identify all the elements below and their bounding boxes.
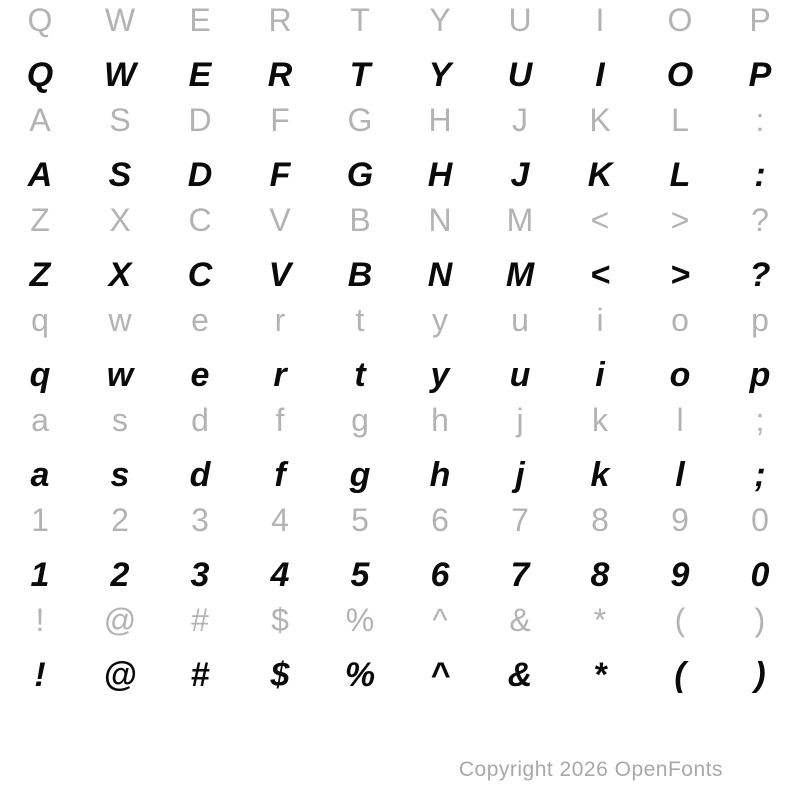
glyph-row-pair [0,100,800,200]
glyph-cell: X [108,256,132,294]
glyph-cell: A [27,156,53,194]
glyph-row-pair [0,400,800,500]
glyph-cell: % [345,602,375,638]
glyph-cell: K [587,156,613,194]
glyph-cell: @ [103,602,137,638]
glyph-row-pair [0,500,800,600]
glyph-cell: N [427,256,453,294]
glyph-cell: Y [429,2,451,38]
glyph-cell: ) [754,656,766,694]
glyph-cell: S [109,102,131,138]
glyph-cell: e [190,356,210,394]
glyph-cell: t [355,302,365,338]
glyph-cell: j [516,402,524,438]
glyph-cell: O [666,56,694,94]
glyph-cell: g [351,402,369,438]
glyph-cell: 3 [191,502,209,538]
glyph-cell: y [432,302,448,338]
glyph-cell: u [511,302,529,338]
ghost-row [0,100,800,150]
glyph-cell: H [428,102,452,138]
glyph-cell: r [273,356,287,394]
glyph-cell: M [506,202,534,238]
glyph-cell: ) [754,602,766,638]
glyph-cell: Q [26,56,54,94]
glyph-cell: $ [270,656,290,694]
ghost-row [0,0,800,50]
glyph-cell: Z [30,202,50,238]
ghost-row [0,500,800,550]
glyph-cell: Y [428,56,452,94]
glyph-cell: i [596,302,604,338]
glyph-cell: ; [754,456,766,494]
glyph-cell: o [671,302,689,338]
glyph-cell: 7 [510,556,530,594]
glyph-cell: D [187,156,213,194]
glyph-cell: # [191,602,209,638]
glyph-cell: D [188,102,212,138]
glyph-cell: 2 [111,502,129,538]
glyph-cell: 5 [351,502,369,538]
glyph-cell: Z [29,256,51,294]
glyph-cell: a [30,456,50,494]
glyph-cell: A [29,102,51,138]
glyph-cell: F [270,102,290,138]
glyph-cell: y [430,356,450,394]
glyph-cell: C [188,202,212,238]
glyph-cell: 5 [350,556,370,594]
specimen-row [0,550,800,600]
glyph-cell: w [106,356,134,394]
glyph-cell: k [592,402,608,438]
glyph-cell: i [595,356,605,394]
glyph-cell: e [191,302,209,338]
glyph-row-pair [0,600,800,700]
glyph-cell: P [748,56,772,94]
glyph-cell: 3 [190,556,210,594]
glyph-cell: l [676,402,684,438]
glyph-cell: < [590,256,610,294]
glyph-cell: ? [749,256,771,294]
specimen-row [0,250,800,300]
glyph-cell: 2 [110,556,130,594]
glyph-cell: g [349,456,371,494]
glyph-cell: t [354,356,366,394]
glyph-cell: % [344,656,376,694]
glyph-cell: O [667,2,693,38]
glyph-row-pair [0,200,800,300]
glyph-cell: P [749,2,771,38]
glyph-cell: I [595,2,605,38]
specimen-row [0,150,800,200]
glyph-cell: 7 [511,502,529,538]
glyph-cell: L [669,156,691,194]
glyph-cell: a [31,402,49,438]
glyph-cell: k [590,456,610,494]
glyph-cell: @ [103,656,137,694]
glyph-cell: I [595,56,605,94]
glyph-cell: ^ [430,656,450,694]
glyph-cell: & [509,602,531,638]
glyph-cell: j [515,456,525,494]
glyph-cell: ? [751,202,769,238]
glyph-cell: C [187,256,213,294]
glyph-cell: ! [35,602,45,638]
glyph-cell: 6 [430,556,450,594]
glyph-cell: N [428,202,452,238]
glyph-cell: G [346,156,374,194]
glyph-cell: * [593,602,607,638]
glyph-cell: T [349,56,371,94]
ghost-row [0,400,800,450]
specimen-row [0,450,800,500]
glyph-cell: S [108,156,132,194]
glyph-cell: q [29,356,51,394]
glyph-cell: p [751,302,769,338]
glyph-cell: ^ [432,602,448,638]
glyph-cell: d [189,456,211,494]
glyph-cell: r [274,302,286,338]
glyph-row-pair [0,0,800,100]
glyph-cell: ! [34,656,46,694]
glyph-cell: > [670,256,690,294]
glyph-cell: H [427,156,453,194]
glyph-cell: 6 [431,502,449,538]
ghost-row [0,300,800,350]
glyph-cell: V [268,256,292,294]
glyph-cell: R [267,56,293,94]
glyph-cell: E [189,2,211,38]
glyph-cell: 9 [670,556,690,594]
glyph-cell: > [670,202,690,238]
glyph-cell: Q [27,2,53,38]
specimen-row [0,350,800,400]
glyph-cell: 0 [751,502,769,538]
specimen-row [0,650,800,700]
glyph-cell: h [431,402,449,438]
glyph-cell: M [505,256,535,294]
glyph-cell: 8 [590,556,610,594]
glyph-cell: 8 [591,502,609,538]
glyph-cell: ( [674,602,686,638]
glyph-cell: p [749,356,771,394]
glyph-cell: J [512,102,528,138]
glyph-cell: l [675,456,685,494]
glyph-cell: X [109,202,131,238]
glyph-cell: 4 [270,556,290,594]
glyph-cell: J [510,156,530,194]
glyph-cell: G [347,102,373,138]
glyph-cell: f [275,402,285,438]
glyph-cell: o [669,356,691,394]
glyph-cell: ; [755,402,765,438]
glyph-cell: U [507,56,533,94]
glyph-cell: u [509,356,531,394]
glyph-cell: ( [674,656,686,694]
glyph-cell: 0 [750,556,770,594]
glyph-cell: h [429,456,451,494]
glyph-cell: s [112,402,128,438]
glyph-cell: B [349,202,371,238]
glyph-cell: W [104,2,136,38]
glyph-cell: # [190,656,210,694]
glyph-cell: : [755,102,765,138]
ghost-row [0,200,800,250]
glyph-cell: U [508,2,532,38]
glyph-cell: K [589,102,611,138]
glyph-cell: V [269,202,291,238]
glyph-cell: T [350,2,370,38]
specimen-row [0,50,800,100]
glyph-cell: R [268,2,292,38]
glyph-cell: < [590,202,610,238]
copyright-text: Copyright 2026 OpenFonts [458,758,723,781]
glyph-cell: : [754,156,766,194]
glyph-cell: s [110,456,130,494]
glyph-cell: B [347,256,373,294]
ghost-row [0,600,800,650]
glyph-cell: f [274,456,286,494]
glyph-row-pair [0,300,800,400]
glyph-cell: * [593,656,607,694]
glyph-cell: L [671,102,689,138]
glyph-cell: 1 [30,556,50,594]
glyph-cell: F [269,156,291,194]
glyph-cell: d [191,402,209,438]
glyph-cell: $ [271,602,289,638]
glyph-cell: E [188,56,212,94]
glyph-cell: 9 [671,502,689,538]
glyph-cell: 1 [31,502,49,538]
glyph-cell: 4 [271,502,289,538]
glyph-cell: q [31,302,49,338]
glyph-cell: w [108,302,132,338]
glyph-cell: W [103,56,137,94]
glyph-cell: & [507,656,533,694]
